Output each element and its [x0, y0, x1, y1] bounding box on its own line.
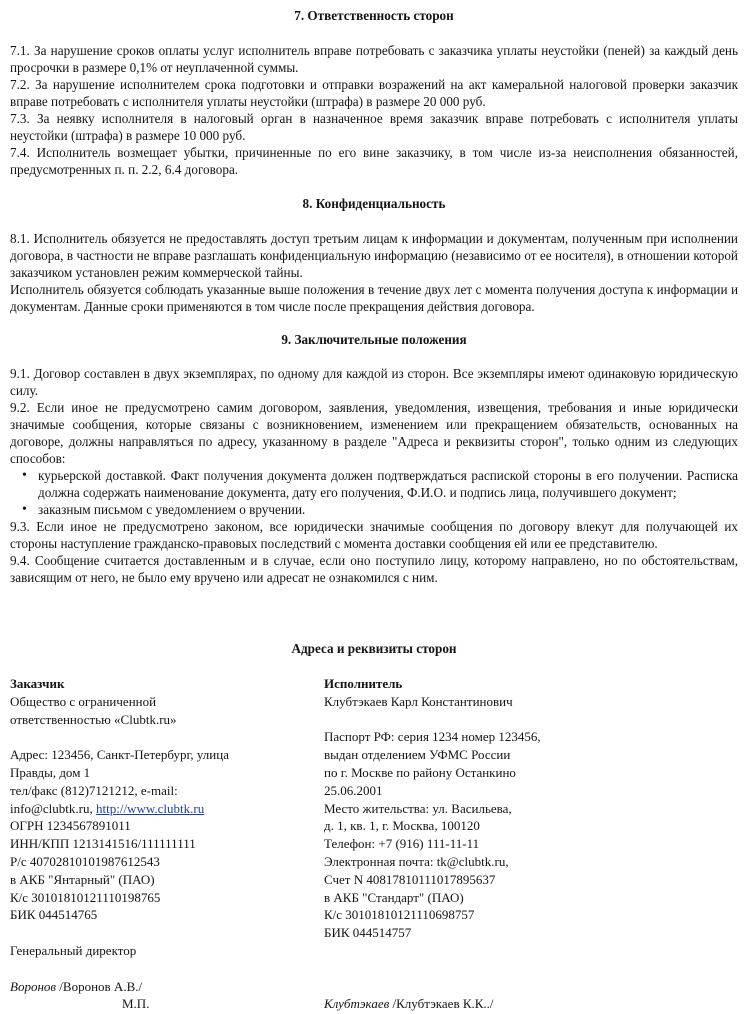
spacer [324, 942, 654, 960]
clause-9-3: 9.3. Если иное не предусмотрено законом, все юридически значимые сообщения по договору влекут для получающей их стороны наступление гражданско-правовых последствий с момента доставки сообщения ей или ее представителю. [10, 519, 738, 551]
customer-name-line2: ответственностью «Clubtk.ru» [10, 711, 177, 727]
customer-stamp: М.П. [122, 996, 150, 1012]
delivery-methods-list [10, 467, 738, 518]
customer-email: info@clubtk.ru [10, 800, 90, 816]
spacer [324, 978, 654, 996]
customer-contacts [10, 800, 310, 818]
customer-corr-account: К/с 30101810121110198765 [10, 889, 161, 905]
list-item: • заказным письмом с уведомлением о вручении. [38, 501, 738, 518]
customer-signature-name: /Воронов А.В./ [56, 978, 143, 994]
customer-position: Генеральный директор [10, 942, 137, 958]
contractor-account: Счет N 40817810111017895637 [324, 871, 496, 887]
customer-bank: в АКБ "Янтарный" (ПАО) [10, 871, 155, 887]
clause-7-1: 7.1. За нарушение сроков оплаты услуг исполнитель вправе потребовать с заказчика уплаты неустойки (пеней) за каждый день просрочки в размере 0,1% от неуплаченной суммы. [10, 43, 738, 75]
clause-9-4: 9.4. Сообщение считается доставленным и в случае, если оно поступило лицу, которому направлено, но по обстоятельствам, зависящим от него, не было ему вручено или адресат не ознакомился с ним. [10, 553, 738, 585]
contractor-name: Клубтэкаев Карл Константинович [324, 693, 513, 709]
clause-8-1: 8.1. Исполнитель обязуется не предоставлять доступ третьим лицам к информации и документам, полученным при исполнении договора, в частности не вправе разглашать конфиденциальную информацию (независимо от ее носителя), в отношении которой заказчиком установлен режим коммерческой тайны. [10, 231, 738, 280]
customer-address-line2: Правды, дом 1 [10, 764, 91, 780]
clause-7-3: 7.3. За неявку исполнителя в налоговый орган в назначенное время заказчик вправе потребовать с исполнителя уплаты неустойки (штрафа) в размере 10 000 руб. [10, 111, 738, 143]
customer-ogrn: ОГРН 1234567891011 [10, 818, 131, 834]
contractor-phone: Телефон: +7 (916) 111-11-11 [324, 836, 480, 852]
clause-9-1: 9.1. Договор составлен в двух экземплярах, по одному для каждой из сторон. Все экземпляры имеют одинаковую юридическую силу. [10, 366, 738, 398]
contractor-residence-line1: Место жительства: ул. Васильева, [324, 800, 512, 816]
contractor-passport-date: 25.06.2001 [324, 782, 383, 798]
contractor-heading: Исполнитель [324, 676, 403, 691]
contractor-signature: Клубтэкаев [324, 996, 390, 1012]
contractor-passport-line3: по г. Москве по району Останкино [324, 764, 516, 780]
contractor-residence-line2: д. 1, кв. 1, г. Москва, 100120 [324, 818, 480, 834]
customer-signature-line [10, 978, 310, 996]
customer-signature: Воронов [10, 978, 57, 994]
customer-address-line1: Адрес: 123456, Санкт-Петербург, улица [10, 747, 229, 763]
section-7-title: 7. Ответственность сторон [294, 8, 454, 23]
customer-heading: Заказчик [10, 676, 65, 691]
contractor-passport-line2: выдан отделением УФМС России [324, 747, 511, 763]
clause-7-2: 7.2. За нарушение исполнителем срока подготовки и отправки возражений на акт камеральной налоговой проверки заказчик вправе потребовать с исполнителя уплаты неустойки (штрафа) в размере 20 000 руб. [10, 77, 738, 109]
spacer [10, 960, 310, 978]
section-8-body [10, 230, 738, 315]
contractor-signature-name: /Клубтэкаев К.К../ [389, 996, 494, 1012]
customer-bik: БИК 044514765 [10, 907, 98, 923]
contractor-bank: в АКБ "Стандарт" (ПАО) [324, 889, 464, 905]
contractor-corr-account: К/с 30101810121110698757 [324, 907, 475, 923]
customer-inn-kpp: ИНН/КПП 1213141516/111111111 [10, 836, 196, 852]
customer-account: Р/с 40702810101987612543 [10, 853, 160, 869]
customer-column [10, 675, 310, 1013]
spacer [10, 728, 310, 746]
contractor-passport-line1: Паспорт РФ: серия 1234 номер 123456, [324, 729, 541, 745]
spacer [10, 924, 310, 942]
section-9-body [10, 365, 738, 586]
customer-phone: тел/факс (812)7121212, e-mail: [10, 782, 178, 798]
clause-7-4: 7.4. Исполнитель возмещает убытки, причиненные по его вине заказчику, в том числе из-за неисполнения обязанностей, предусмотренных п. п. 2.2, 6.4 договора. [10, 145, 738, 177]
clause-9-2: 9.2. Если иное не предусмотрено самим договором, заявления, уведомления, извещения, требования и иные юридически значимые сообщения, которые связаны с возникновением, изменением или прекращением обязательств, основанных на договоре, должны направляться по адресу, указанному в разделе "Адреса и реквизиты сторон", только одним из следующих способов: [10, 400, 738, 466]
section-8-title: 8. Конфиденциальность [302, 196, 446, 211]
contractor-email: Электронная почта: tk@clubtk.ru, [324, 853, 509, 869]
clause-8-2: Исполнитель обязуется соблюдать указанные выше положения в течение двух лет с момента получения доступа к информации и документам. Данные сроки применяются в том числе после прекращения действия договора. [10, 282, 738, 314]
contractor-column [324, 675, 654, 1013]
contractor-bik: БИК 044514757 [324, 925, 412, 941]
section-9-title: 9. Заключительные положения [281, 332, 467, 347]
section-7-body [10, 42, 738, 178]
requisites-title: Адреса и реквизиты сторон [291, 641, 457, 656]
contractor-signature-line [324, 995, 654, 1013]
spacer [324, 711, 654, 729]
list-item: • курьерской доставкой. Факт получения документа должен подтверждаться распиской стороны в его получении. Расписка должна содержать наименование документа, дату его получения, Ф.И.О. и подпись лица, получившего документ; [38, 467, 738, 501]
spacer [324, 960, 654, 978]
customer-name-line1: Общество с ограниченной [10, 693, 157, 709]
contacts-separator: , [89, 800, 96, 816]
customer-website-link[interactable]: http://www.clubtk.ru [96, 800, 205, 816]
